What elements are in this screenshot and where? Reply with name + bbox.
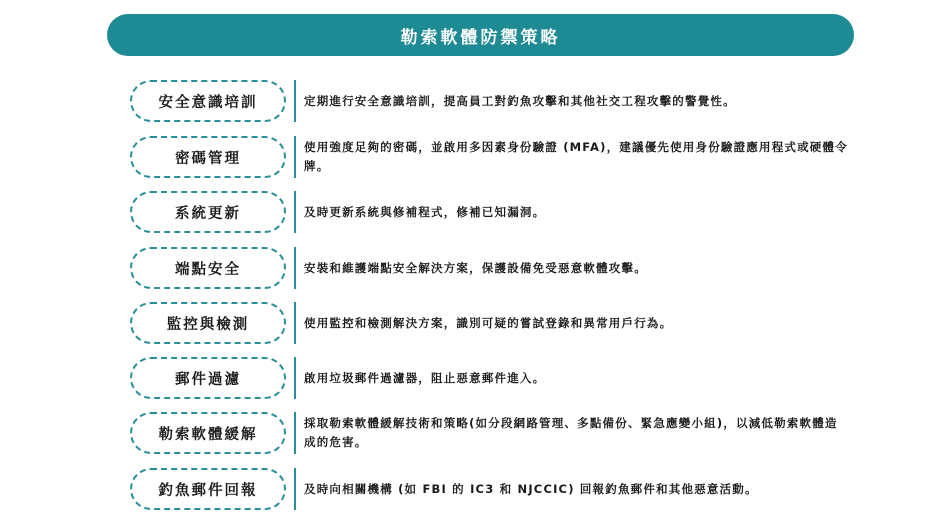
strategy-description-box: [304, 136, 849, 178]
page-title: 勒索軟體防禦策略: [400, 27, 561, 48]
strategy-description-box: [304, 302, 849, 344]
strategy-pill: [130, 80, 286, 122]
strategy-name: 釣魚郵件回報: [158, 482, 258, 499]
strategy-name: 勒索軟體緩解: [158, 426, 258, 443]
strategy-pill: [130, 412, 286, 454]
strategy-pill: [130, 247, 286, 289]
row-divider: [294, 191, 296, 233]
strategy-description-box: [304, 191, 849, 233]
strategy-description-box: [304, 412, 849, 454]
row-divider: [294, 247, 296, 289]
strategy-description: 安裝和維護端點安全解決方案，保護設備免受惡意軟體攻擊。: [304, 260, 647, 275]
strategy-description-box: [304, 357, 849, 399]
strategy-description: 及時更新系統與修補程式，修補已知漏洞。: [304, 204, 546, 219]
strategy-pill: [130, 302, 286, 344]
row-divider: [294, 302, 296, 344]
strategy-name: 端點安全: [175, 261, 241, 278]
row-divider: [294, 468, 296, 510]
strategy-description: 及時向相關機構 (如 FBI 的 IC3 和 NJCCIC) 回報釣魚郵件和其他惡意活動。: [304, 481, 758, 496]
strategy-pill: [130, 136, 286, 178]
row-divider: [294, 136, 296, 178]
strategy-pill: [130, 357, 286, 399]
strategy-pill: [130, 191, 286, 233]
row-divider: [294, 357, 296, 399]
strategy-name: 密碼管理: [175, 150, 241, 167]
strategy-description-box: [304, 80, 849, 122]
row-divider: [294, 80, 296, 122]
strategy-description: 使用強度足夠的密碼，並啟用多因素身份驗證 (MFA)，建議優先使用身份驗證應用程式或硬體令牌。: [304, 140, 848, 173]
strategy-name: 監控與檢測: [166, 316, 250, 333]
strategy-name: 郵件過濾: [175, 371, 241, 388]
row-divider: [294, 412, 296, 454]
strategy-description: 啟用垃圾郵件過濾器，阻止惡意郵件進入。: [304, 370, 546, 385]
strategy-description: 採取勒索軟體緩解技術和策略(如分段網路管理、多點備份、緊急應變小組)，以減低勒索軟體造成的危害。: [304, 416, 838, 449]
strategy-pill: [130, 468, 286, 510]
strategy-description-box: [304, 247, 849, 289]
strategy-description: 使用監控和檢測解決方案，識別可疑的嘗試登錄和異常用戶行為。: [304, 315, 673, 330]
strategy-description-box: [304, 468, 849, 510]
strategy-name: 系統更新: [175, 205, 241, 222]
strategy-name: 安全意識培訓: [158, 94, 258, 111]
strategy-description: 定期進行安全意識培訓，提高員工對釣魚攻擊和其他社交工程攻擊的警覺性。: [304, 93, 736, 108]
